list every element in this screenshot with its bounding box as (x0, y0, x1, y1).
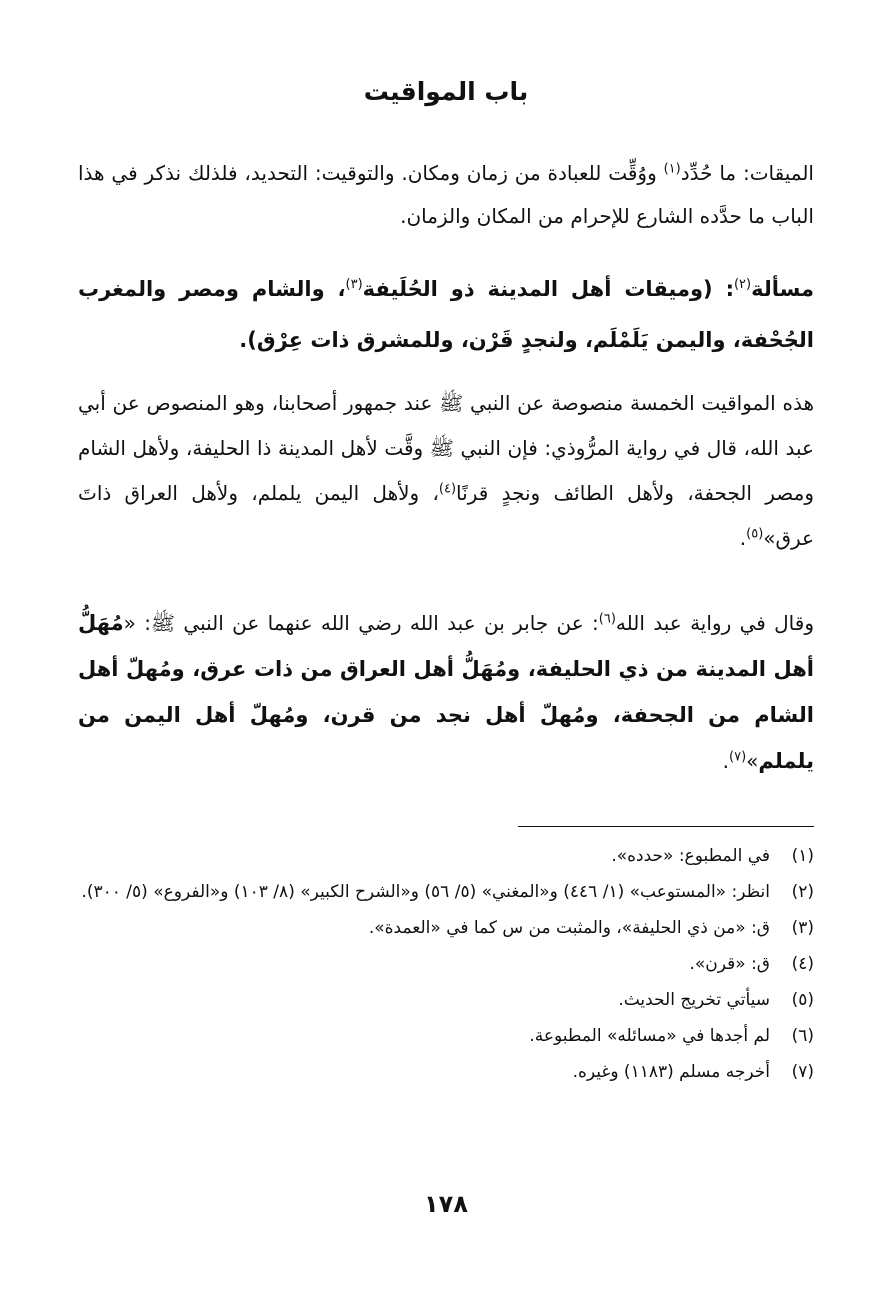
paragraph-text: الميقات: ما حُدِّد (680, 161, 814, 185)
footnote-ref[interactable]: (٧) (729, 749, 747, 765)
footnote-number: (٣) (791, 918, 814, 938)
paragraph-hadith (78, 600, 814, 784)
footnote-number: (٥) (791, 990, 814, 1010)
footnote-divider (518, 826, 814, 827)
paragraph-text: : (وميقات أهل المدينة ذو الحُلَيفة (362, 277, 734, 301)
footnote-number: (٦) (791, 1026, 814, 1046)
paragraph-text: ، والشام ومصر والمغرب الجُحْفة، واليمن يَلَمْلَم، ولنجدٍ قَرْن، وللمشرق ذات عِرْق). (78, 277, 814, 352)
footnote-item (78, 874, 814, 910)
paragraph-commentary (78, 381, 814, 561)
footnote-item (78, 982, 814, 1018)
footnote-text: ق: «قرن». (689, 954, 770, 974)
footnote-text: أخرجه مسلم (١١٨٣) وغيره. (572, 1062, 770, 1082)
footnote-item (78, 910, 814, 946)
paragraph-definition (78, 152, 814, 238)
footnote-text: انظر: «المستوعب» (١/ ٤٤٦) و«المغني» (٥/ ٥٦) و«الشرح الكبير» (٨/ ١٠٣) و«الفروع» (٥/ ٣٠٠). (81, 882, 770, 902)
footnote-item (78, 946, 814, 982)
hadith-text: مُهَلُّ أهل المدينة من ذي الحليفة، ومُهَلُّ أهل العراق من ذات عرق، ومُهلّ أهل الشام من الجحفة، ومُهلّ أهل نجد من قرن، ومُهلّ أهل اليمن من يلملم (78, 611, 814, 773)
footnote-ref[interactable]: (٣) (345, 277, 363, 292)
book-page (78, 0, 814, 1290)
footnote-ref[interactable]: (١) (663, 161, 681, 177)
footnote-text: سيأتي تخريج الحديث. (618, 990, 770, 1010)
footnote-ref[interactable]: (٤) (438, 481, 457, 497)
masala-lead: مسألة (751, 277, 814, 301)
footnote-text: لم أجدها في «مسائله» المطبوعة. (529, 1026, 770, 1046)
footnote-item (78, 838, 814, 874)
footnote-number: (٢) (791, 882, 814, 902)
paragraph-text: . (739, 526, 747, 550)
paragraph-text: وقال في رواية عبد الله (615, 611, 814, 635)
footnote-item (78, 1018, 814, 1054)
paragraph-text: : عن جابر بن عبد الله رضي الله عنهما عن النبي ﷺ: « (123, 611, 599, 635)
paragraph-text: . (722, 749, 730, 773)
footnote-ref[interactable]: (٢) (733, 277, 752, 292)
page-number: ١٧٨ (424, 1190, 468, 1218)
footnote-text: في المطبوع: «حدده». (611, 846, 770, 866)
paragraph-text: ، ولأهل اليمن يلملم، ولأهل العراق ذاتَ عرق» (78, 481, 814, 550)
footnote-ref[interactable]: (٦) (598, 611, 616, 627)
paragraph-masala (78, 264, 814, 366)
footnotes-list (78, 838, 814, 1090)
paragraph-text: » (746, 749, 759, 773)
footnote-number: (٤) (791, 954, 814, 974)
footnote-ref[interactable]: (٥) (746, 526, 764, 542)
chapter-title: باب المواقيت (363, 77, 529, 106)
footnote-text: ق: «من ذي الحليفة»، والمثبت من س كما في «العمدة». (368, 918, 770, 938)
footnote-number: (١) (791, 846, 814, 866)
footnote-number: (٧) (791, 1062, 814, 1082)
paragraph-text: ووُقِّت للعبادة من زمان ومكان. والتوقيت: التحديد، فلذلك نذكر في هذا الباب ما حدَّده الشارع للإحرام من المكان والزمان. (78, 161, 814, 228)
paragraph-text: هذه المواقيت الخمسة منصوصة عن النبي ﷺ عند جمهور أصحابنا، وهو المنصوص عن أبي عبد الله، قال في رواية المرُّوذي: فإن النبي ﷺ وقَّت لأهل المدينة ذا الحليفة، ولأهل الشام ومصر الجحفة، ولأهل الطائف ونجدٍ قرنًا (78, 391, 814, 505)
footnote-item (78, 1054, 814, 1090)
